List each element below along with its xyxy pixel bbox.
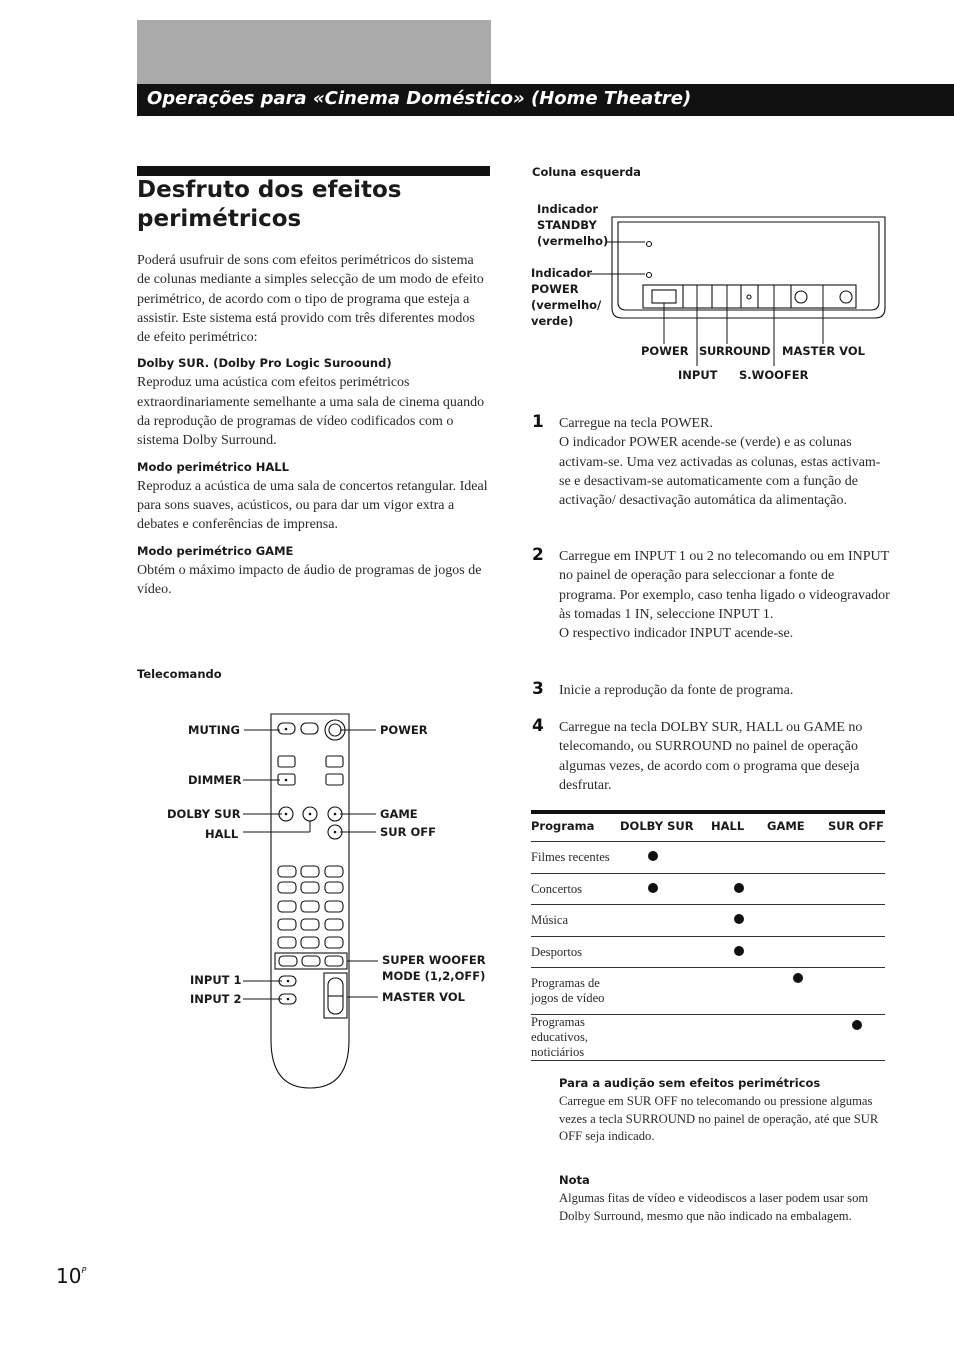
no-effects-text: Carregue em SUR OFF no telecomando ou pressione algumas vezes a tecla SURROUND no painel de operação, até que SUR OFF seja indicado. [559,1094,879,1144]
label-speaker-power: POWER [641,344,689,358]
label-master-vol: MASTER VOL [382,990,465,1004]
label-dimmer: DIMMER [188,773,242,787]
mark-cell [828,905,885,937]
step-3-text: Inicie a reprodução da fonte de programa. [559,683,794,698]
mark-cell [711,968,767,1015]
step-number-3: 3 [532,679,544,699]
program-label: Desportos [531,937,620,968]
header-dolby-sur: DOLBY SUR [620,819,694,833]
mark-cell [767,1015,828,1061]
table-row [531,968,885,1015]
program-label: Concertos [531,874,620,905]
operation-panel [643,285,856,308]
super-woofer-group [275,953,347,969]
mark-cell [620,874,711,905]
note-title: Nota [559,1173,590,1187]
table-row [531,842,885,874]
chapter-title: Operações para «Cinema Doméstico» (Home Theatre) [147,88,692,109]
table-row [531,905,885,937]
mark-cell [828,842,885,874]
label-muting: MUTING [188,723,240,737]
remote-button [278,756,295,767]
intro-paragraph: Poderá usufruir de sons com efeitos perimétricos do sistema de colunas mediante a simples selecção de um modo de efeito perimétrico, de acordo com o tipo de programa que esteja a assistir. Este sistema está provido com três diferentes modos de efeito perimétrico: [137,253,484,346]
program-table [531,811,885,1061]
mark-cell [620,1015,711,1061]
note-section [559,1171,889,1225]
label-power: POWER [380,723,428,737]
mark-cell [828,874,885,905]
super-woofer-button [279,956,297,966]
mark-cell [828,937,885,968]
label-sur-off: SUR OFF [380,825,436,839]
mark-cell [711,1015,767,1061]
mark-cell [620,905,711,937]
remote-button-dots [285,728,337,1001]
label-dolby-sur: DOLBY SUR [167,807,241,821]
selected-mark [734,914,744,924]
note-text: Algumas fitas de vídeo e videodiscos a laser podem usar som Dolby Surround, mesmo que não indicado na embalagem. [559,1191,869,1223]
selected-mark [793,973,803,983]
standby-indicator-led [647,242,652,247]
power-indicator-led [647,273,652,278]
selected-mark [648,851,658,861]
selected-mark [648,883,658,893]
label-speaker-input: INPUT [678,368,718,382]
page-number: $10^P$ [56,1264,87,1288]
program-label: Filmes recentes [531,842,620,874]
power-button-inner [329,724,341,736]
program-label: Programas de jogos de vídeo [531,968,620,1015]
mark-cell [767,905,828,937]
header-gray-block [137,20,491,84]
master-vol-knob [840,291,852,303]
label-input2: INPUT 2 [190,992,242,1006]
step-2-text: Carregue em INPUT 1 ou 2 no telecomando ou em INPUT no painel de operação para seleccionar a fonte de programa. Por exemplo, caso tenha ligado o videogravador às tomadas 1 IN, seleccione INPUT 1. O respectivo indicador INPUT acende-se. [559,549,890,642]
header-programa: Programa [531,819,595,833]
speaker-caption: Coluna esquerda [532,165,641,179]
mode-dolby: Dolby SUR. (Dolby Pro Logic Suroound) Reproduz uma acústica com efeitos perimétricos extraordinariamente semelhante a uma sala de cinema quando da reprodução de programas de vídeo codificados com o sistema Dolby Surround. [137,356,485,449]
table-row [531,937,885,968]
header-sur-off: SUR OFF [828,819,884,833]
mark-cell [767,937,828,968]
mode-game: Modo perimétrico GAME Obtém o máximo impacto de áudio de programas de jogos de vídeo. [137,543,482,597]
header-game: GAME [767,819,805,833]
remote-caption: Telecomando [137,667,222,681]
step-4-text: Carregue na tecla DOLBY SUR, HALL ou GAME no telecomando, ou SURROUND no painel de operação algumas vezes, de acordo com o programa que deseja desfrutar. [559,720,863,793]
step-number-1: 1 [532,412,544,432]
table-row [531,874,885,905]
label-speaker-master-vol: MASTER VOL [782,344,865,358]
label-input1: INPUT 1 [190,973,242,987]
mark-cell [828,968,885,1015]
step-number-4: 4 [532,716,544,736]
section-title: Desfruto dos efeitos perimétricos [137,177,402,232]
remote-button [326,756,343,767]
table-body [531,842,885,1061]
step-1-text: Carregue na tecla POWER. O indicador POWER acende-se (verde) e as colunas activam-se. Uma vez activadas as colunas, estas activam-se e desactivam-se automaticamente com a função de activação/ desactivação automática da alimentação. [559,416,881,509]
label-speaker-swoofer: S.WOOFER [739,368,809,382]
mark-cell [767,968,828,1015]
remote-top-button [301,723,318,734]
label-hall: HALL [205,827,239,841]
step-number-2: 2 [532,545,544,565]
mark-cell [711,905,767,937]
label-super-woofer-mode: MODE (1,2,OFF) [382,969,486,983]
program-label: Música [531,905,620,937]
power-switch [652,290,676,303]
mark-cell [767,874,828,905]
super-woofer-button [325,956,343,966]
mark-cell [711,874,767,905]
mark-cell [620,842,711,874]
mark-cell [711,842,767,874]
selected-mark [734,946,744,956]
label-standby: Indicador STANDBY (vermelho) [537,202,609,248]
mark-cell [828,1015,885,1061]
numeric-keypad [278,866,343,948]
label-power-indicator: Indicador POWER (vermelho/ verde) [531,266,602,328]
mark-cell [620,968,711,1015]
mark-cell [620,937,711,968]
table-header-row [531,811,885,842]
no-effects-section [559,1074,889,1146]
mark-cell [767,842,828,874]
table-row [531,1015,885,1061]
label-game: GAME [380,807,418,821]
label-super-woofer: SUPER WOOFER [382,953,486,967]
remote-control-diagram [150,705,490,1105]
section-rule [137,166,490,176]
program-label: Programas educativos, noticiários [531,1015,620,1061]
selected-mark [734,883,744,893]
header-hall: HALL [711,819,745,833]
left-column-text [137,251,489,599]
remote-leader-lines [243,730,378,999]
remote-button [326,774,343,785]
label-speaker-surround: SURROUND [699,344,771,358]
mark-cell [711,937,767,968]
swoofer-knob [795,291,807,303]
no-effects-title: Para a audição sem efeitos perimétricos [559,1076,821,1090]
mode-hall: Modo perimétrico HALL Reproduz a acústica de uma sala de concertos retangular. Ideal para sons suaves, acústicos, ou para dar um vigor extra a debates e conferências de imprensa. [137,459,488,533]
selected-mark [852,1020,862,1030]
super-woofer-button [302,956,320,966]
input-indicator [747,295,751,299]
